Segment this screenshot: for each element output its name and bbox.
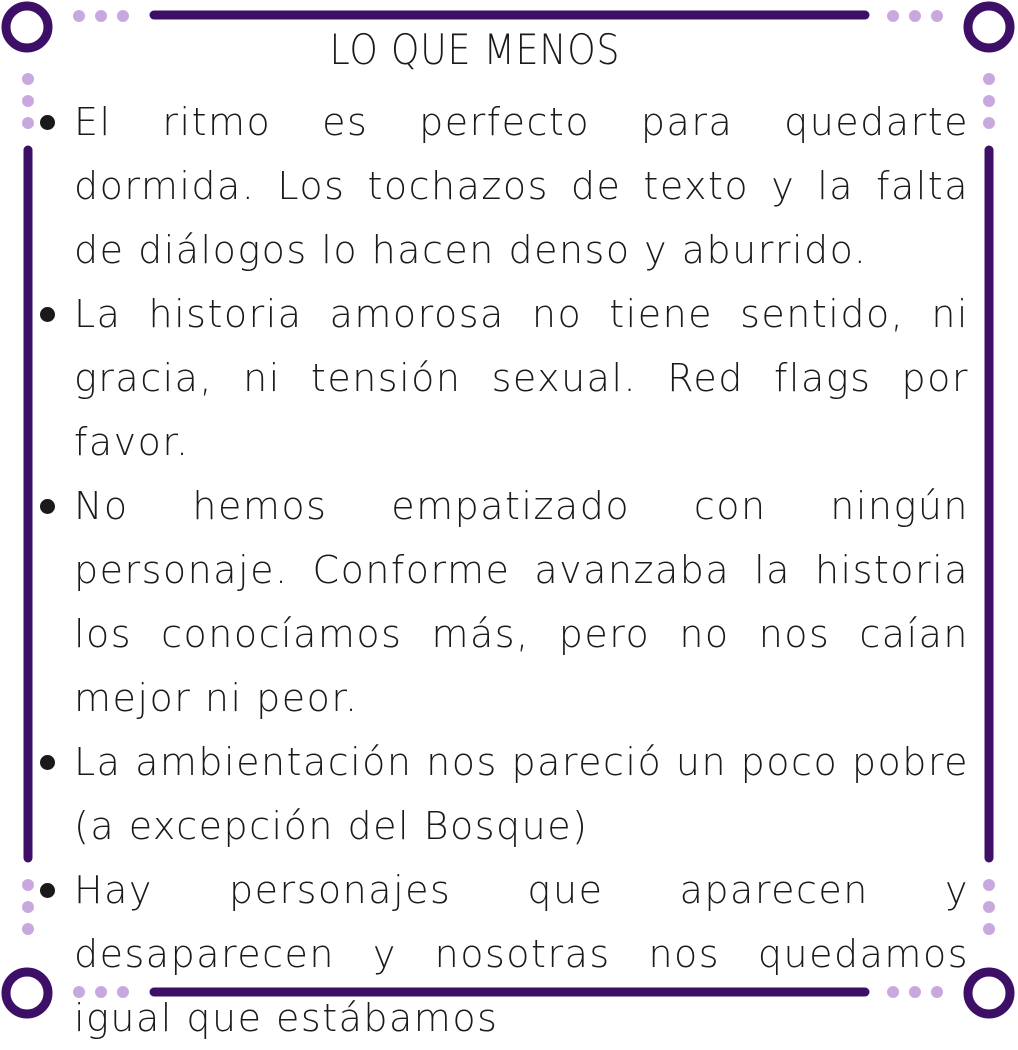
- list-item: [74, 90, 969, 282]
- bullet-icon: [40, 115, 55, 130]
- dots-top-right: [887, 10, 943, 22]
- bullet-icon: [40, 755, 55, 770]
- corner-ring-top-right: [968, 6, 1010, 48]
- bullet-icon: [40, 499, 55, 514]
- list-item: [74, 858, 969, 1050]
- dots-right-upper: [983, 73, 995, 129]
- dots-top-left: [73, 10, 129, 22]
- list-item-text: Hay personajes que aparecen y desaparecen y nosotras nos quedamos igual que estábamos: [74, 868, 969, 1040]
- dots-left-lower: [22, 879, 34, 935]
- dots-right-lower: [983, 879, 995, 935]
- bullet-icon: [40, 307, 55, 322]
- list-item-text: El ritmo es perfecto para quedarte dormida. Los tochazos de texto y la falta de diálogos lo hacen denso y aburrido.: [74, 100, 969, 272]
- list-item-text: La ambientación nos pareció un poco pobre (a excepción del Bosque): [74, 740, 969, 848]
- list-item-text: La historia amorosa no tiene sentido, ni gracia, ni tensión sexual. Red flags por favor.: [74, 292, 969, 464]
- page-title: LO QUE MENOS: [329, 25, 621, 74]
- list-item-text: No hemos empatizado con ningún personaje. Conforme avanzaba la historia los conocíamos más, pero no nos caían mejor ni peor.: [74, 484, 969, 720]
- corner-ring-top-left: [6, 6, 48, 48]
- bullet-icon: [40, 883, 55, 898]
- list-item: [74, 282, 969, 474]
- bullet-list: [74, 90, 969, 1050]
- dots-left-upper: [22, 73, 34, 129]
- corner-ring-bottom-right: [968, 972, 1010, 1014]
- list-item: [74, 474, 969, 730]
- corner-ring-bottom-left: [6, 972, 48, 1014]
- list-item: [74, 730, 969, 858]
